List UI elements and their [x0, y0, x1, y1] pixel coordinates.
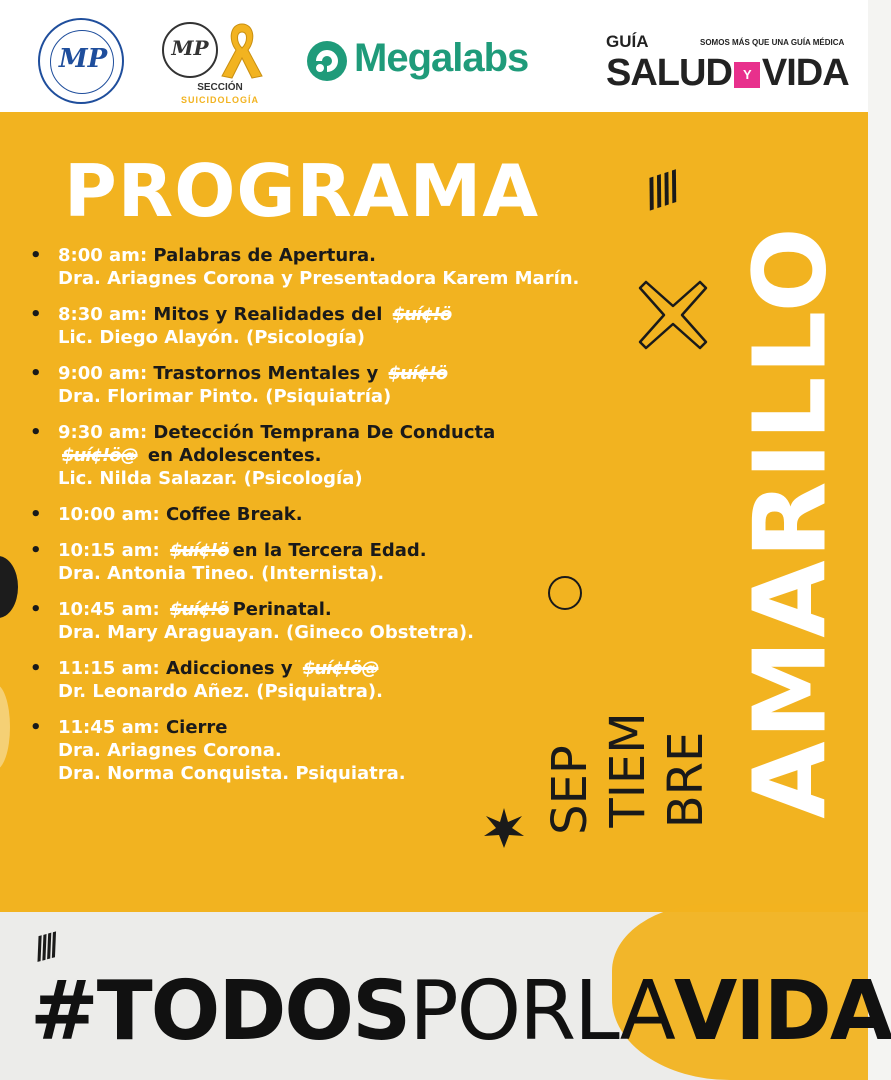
- bullet: •: [30, 504, 42, 525]
- programa-heading: PROGRAMA: [64, 149, 540, 233]
- schedule-item: [30, 244, 620, 290]
- bullet: •: [30, 717, 42, 738]
- censored-word: $uí¢!ö: [169, 599, 229, 620]
- item-speaker-2: Dra. Norma Conquista. Psiquiatra.: [58, 763, 406, 784]
- item-speaker: Lic. Diego Alayón. (Psicología): [58, 327, 365, 348]
- item-speaker: Dra. Mary Araguayan. (Gineco Obstetra).: [58, 622, 474, 643]
- slash-marks-decoration-2: ////: [29, 928, 59, 967]
- sponsor-name: Megalabs: [354, 36, 529, 80]
- schedule-item: [30, 362, 620, 408]
- schedule-item: [30, 303, 620, 349]
- item-time: 8:30 am:: [58, 304, 148, 325]
- item-time: 10:15 am:: [58, 540, 160, 561]
- salud-y-vida-logo: [606, 52, 849, 95]
- seal-monogram-2: MP: [171, 36, 209, 60]
- sept-line-3: BRE: [658, 731, 714, 829]
- item-speaker: Dra. Florimar Pinto. (Psiquiatría): [58, 386, 392, 407]
- seccion-subtitle: SUICIDOLOGÍA: [180, 95, 259, 105]
- guia-label: GUÍA: [606, 32, 649, 51]
- item-time: 10:00 am:: [58, 504, 160, 525]
- sept-line-2: TIEM: [600, 712, 656, 828]
- amarillo-vertical-title: AMARILLO: [731, 225, 849, 819]
- suicidology-seal-logo: [162, 22, 218, 78]
- item-time: 11:45 am:: [58, 717, 160, 738]
- x-mark-icon: [636, 278, 710, 352]
- bullet: •: [30, 540, 42, 561]
- item-speaker: Dra. Antonia Tineo. (Internista).: [58, 563, 385, 584]
- logo-header: [0, 0, 868, 118]
- item-time: 8:00 am:: [58, 245, 148, 266]
- seccion-title: SECCIÓN: [197, 82, 243, 93]
- star-burst-icon: [482, 806, 526, 850]
- item-time: 9:30 am:: [58, 422, 148, 443]
- censored-word: $uí¢!ö: [388, 363, 448, 384]
- item-title: en la Tercera Edad.: [232, 540, 427, 561]
- seal-monogram: MP: [58, 44, 108, 74]
- item-speaker: Dr. Leonardo Añez. (Psiquiatra).: [58, 681, 383, 702]
- schedule-item: [30, 716, 620, 785]
- ribbon-icon: [214, 20, 270, 82]
- hashtag-part-3: VIDA: [673, 964, 891, 1059]
- schedule-item: [30, 503, 620, 526]
- salud-word: SALUD: [606, 52, 732, 94]
- hashtag-banner: [30, 962, 891, 1062]
- item-speaker: Dra. Ariagnes Corona y Presentadora Karem Marín.: [58, 268, 580, 289]
- megalabs-logo-icon: [306, 40, 348, 82]
- slash-marks-decoration: ////: [637, 164, 682, 216]
- item-speaker: Dra. Ariagnes Corona.: [58, 740, 282, 761]
- hashtag-part-1: #TODOS: [30, 964, 410, 1059]
- schedule-item: [30, 598, 620, 644]
- society-seal-logo: [38, 18, 124, 104]
- bullet: •: [30, 599, 42, 620]
- schedule-list: [30, 244, 620, 798]
- seccion-label: [160, 82, 280, 106]
- item-speaker: Lic. Nilda Salazar. (Psicología): [58, 468, 363, 489]
- bullet: •: [30, 363, 42, 384]
- item-title-cont: en Adolescentes.: [147, 445, 322, 466]
- item-time: 10:45 am:: [58, 599, 160, 620]
- censored-word: $uí¢!ö: [169, 540, 229, 561]
- schedule-item: [30, 657, 620, 703]
- censored-word: $uí¢!ö: [392, 304, 452, 325]
- bullet: •: [30, 658, 42, 679]
- bullet: •: [30, 304, 42, 325]
- item-title: Trastornos Mentales y: [153, 363, 379, 384]
- schedule-item: [30, 421, 620, 490]
- vida-word: VIDA: [761, 52, 849, 94]
- item-title: Adicciones y: [165, 658, 293, 679]
- guia-tagline: SOMOS MÁS QUE UNA GUÍA MÉDICA: [700, 38, 845, 47]
- item-title: Detección Temprana De Conducta: [153, 422, 496, 443]
- item-title: Palabras de Apertura.: [153, 245, 377, 266]
- censored-word: $uí¢!ö@: [62, 445, 138, 466]
- hashtag-part-2: PORLA: [409, 964, 674, 1059]
- schedule-item: [30, 539, 620, 585]
- bullet: •: [30, 422, 42, 443]
- item-title: Cierre: [165, 717, 228, 738]
- item-time: 9:00 am:: [58, 363, 148, 384]
- censored-word: $uí¢!ö@: [302, 658, 379, 679]
- item-title: Perinatal.: [232, 599, 332, 620]
- item-title: Mitos y Realidades del: [153, 304, 383, 325]
- sept-line-1: SEP: [542, 745, 598, 835]
- item-title: Coffee Break.: [165, 504, 303, 525]
- salud-y-badge: Y: [734, 62, 760, 88]
- bullet: •: [30, 245, 42, 266]
- item-time: 11:15 am:: [58, 658, 160, 679]
